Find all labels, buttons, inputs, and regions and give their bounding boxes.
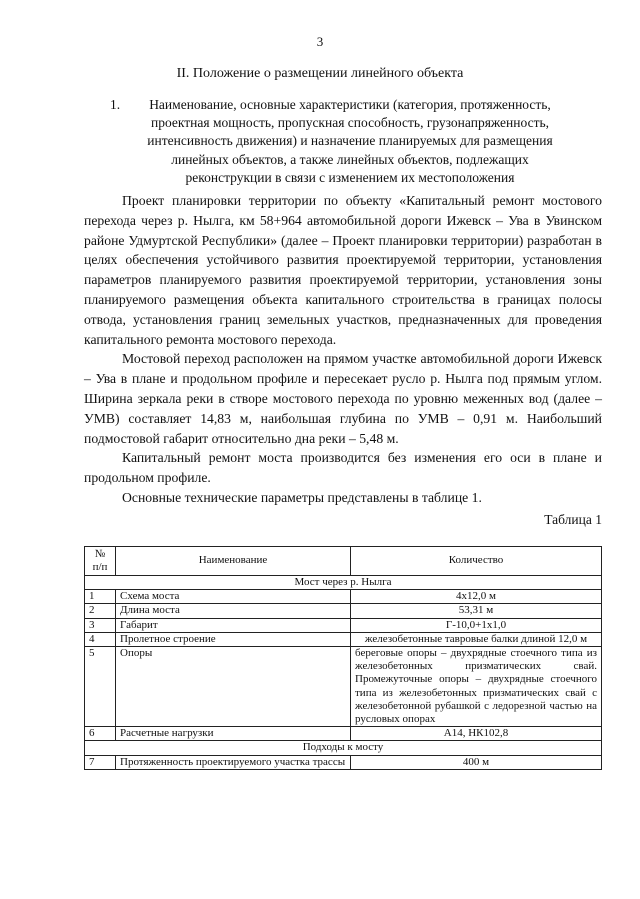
cell-qty: 4х12,0 м: [351, 590, 602, 604]
cell-num: 4: [85, 632, 116, 646]
table-row: [85, 755, 602, 769]
table-section-row: [85, 741, 602, 755]
section-approaches: Подходы к мосту: [85, 741, 602, 755]
cell-name: Протяженность проектируемого участка трассы: [116, 755, 351, 769]
header-name: Наименование: [116, 547, 351, 576]
table-caption: Таблица 1: [544, 512, 602, 527]
cell-name: Длина моста: [116, 604, 351, 618]
cell-name: Пролетное строение: [116, 632, 351, 646]
table-header-row: [85, 547, 602, 576]
section-title: II. Положение о размещении линейного объекта: [176, 66, 464, 81]
paragraph: Проект планировки территории по объекту «Капитальный ремонт мостового перехода через р. Нылга, км 58+964 автомобильной дороги Ижевск – Ува в Увинском районе Удмуртской Республики» (далее – Проект планировки территории) разработан в целях обеспечения устойчивого развития проектируемой территории, установления параметров планируемого развития проектируемой территории, установления зоны планируемого размещения объекта капитального строительства в границах полосы отвода, установления границ земельных участков, предназначенных для проведения капитального ремонта мостового перехода.: [84, 193, 602, 347]
body-text: [84, 191, 602, 508]
paragraph: Мостовой переход расположен на прямом участке автомобильной дороги Ижевск – Ува в плане и продольном профиле и пересекает русло р. Нылга под прямым углом. Ширина зеркала реки в створе мостового перехода по уровню меженных вод (далее – УМВ) составляет 14,83 м, наибольшая глубина по УМВ – 0,91 м. Наибольший подмостовой габарит относительно дна реки – 5,48 м.: [84, 351, 602, 446]
paragraph: Капитальный ремонт моста производится без изменения его оси в плане и продольном профиле.: [84, 450, 602, 486]
cell-num: 6: [85, 727, 116, 741]
cell-name: Схема моста: [116, 590, 351, 604]
table-row: [85, 618, 602, 632]
heading-line: Наименование, основные характеристики (категория, протяженность,: [149, 97, 551, 112]
table-section-row: [85, 576, 602, 590]
heading-number: 1.: [110, 97, 121, 112]
subsection-heading: [110, 96, 590, 187]
heading-line: интенсивность движения) и назначение планируемых для размещения: [147, 133, 553, 149]
table-row: [85, 604, 602, 618]
cell-name: Опоры: [116, 647, 351, 727]
cell-num: 5: [85, 647, 116, 727]
cell-qty: Г-10,0+1х1,0: [351, 618, 602, 632]
paragraph: Основные технические параметры представлены в таблице 1.: [122, 489, 482, 505]
table-row: [85, 590, 602, 604]
cell-num: 2: [85, 604, 116, 618]
heading-line: проектная мощность, пропускная способность, грузонапряженность,: [150, 115, 550, 131]
cell-num: 3: [85, 618, 116, 632]
cell-qty: 53,31 м: [351, 604, 602, 618]
page-number: 3: [316, 34, 324, 49]
heading-line: линейных объектов, а также линейных объектов, подлежащих: [171, 151, 529, 167]
section-bridge: Мост через р. Нылга: [85, 576, 602, 590]
table-row: [85, 727, 602, 741]
cell-qty: береговые опоры – двухрядные стоечного типа из железобетонных призматических свай. Промежуточные опоры – двухрядные стоечного типа из железобетонных призматических свай с железобетонной рубашкой с ледорезной частью на русловых опорах: [351, 647, 602, 727]
cell-qty: 400 м: [351, 755, 602, 769]
cell-name: Габарит: [116, 618, 351, 632]
cell-name: Расчетные нагрузки: [116, 727, 351, 741]
cell-qty: А14, НК102,8: [351, 727, 602, 741]
cell-num: 7: [85, 755, 116, 769]
parameters-table: [84, 546, 602, 770]
cell-num: 1: [85, 590, 116, 604]
header-num: № п/п: [85, 547, 116, 576]
cell-qty: железобетонные тавровые балки длиной 12,0 м: [351, 632, 602, 646]
heading-line: реконструкции в связи с изменением их местоположения: [185, 169, 515, 185]
table-row: [85, 647, 602, 727]
table-row: [85, 632, 602, 646]
header-qty: Количество: [351, 547, 602, 576]
